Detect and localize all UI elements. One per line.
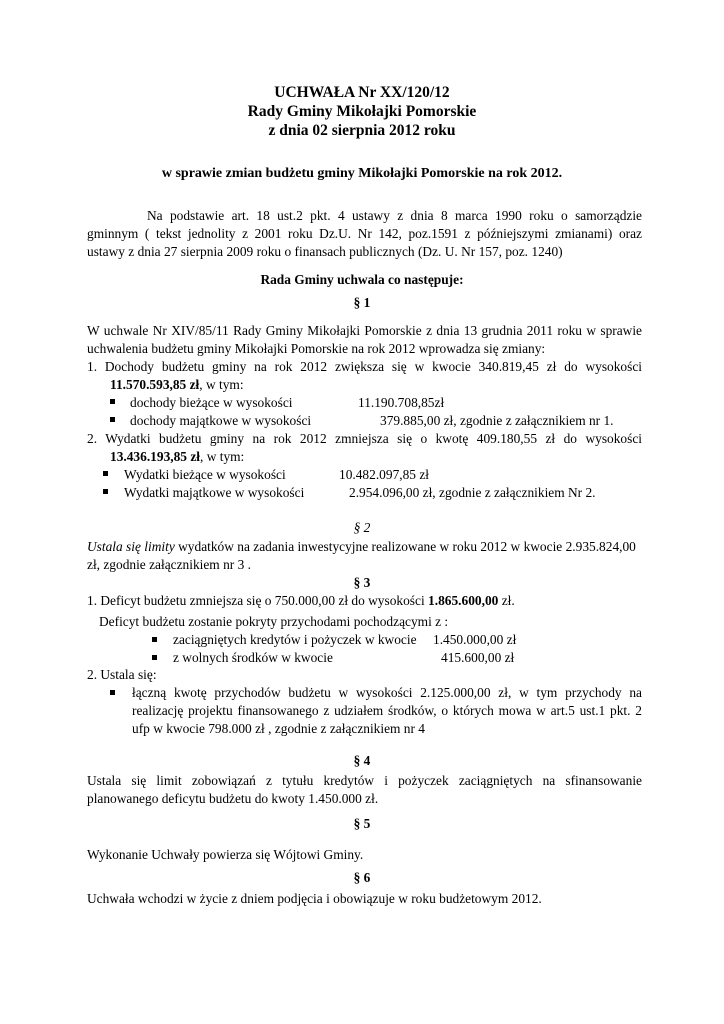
s2-italic: Ustala się limity xyxy=(87,539,175,554)
s1-item-2-bullet-1-label: Wydatki bieżące w wysokości xyxy=(124,467,286,482)
s5-text: Wykonanie Uchwały powierza się Wójtowi Gminy. xyxy=(87,847,364,862)
resolution-subject: w sprawie zmian budżetu gminy Mikołajki Pomorskie na rok 2012. xyxy=(161,166,563,181)
preamble-line-2: gminnym ( tekst jednolity z 2001 roku Dz.U. Nr 142, poz.1591 z późniejszymi zmianami) oraz xyxy=(87,226,642,241)
s3-bullet-3-line-2: realizację projektu finansowanego z udziałem środków, o których mowa w art.5 ust.1 pkt. 2 xyxy=(132,703,642,718)
s2-line-1 xyxy=(87,538,636,556)
s1-item-1-bullet-1-value: 11.190.708,85zł xyxy=(358,395,445,410)
s6-text: Uchwała wchodzi w życie z dniem podjęcia i obowiązuje w roku budżetowym 2012. xyxy=(87,891,542,906)
s1-item-2-bullet-2-label: Wydatki majątkowe w wysokości xyxy=(124,485,305,500)
s3-bullet-1-value: 1.450.000,00 zł xyxy=(433,632,517,647)
s1-item-1-bullet-2-value: 379.885,00 zł, zgodnie z załącznikiem nr 1. xyxy=(380,413,614,428)
section-1-heading: § 1 xyxy=(353,295,371,310)
council-resolves: Rada Gminy uchwala co następuje: xyxy=(260,272,464,287)
s3-point-1-prefix: 1. Deficyt budżetu zmniejsza się o 750.000,00 zł do wysokości xyxy=(87,593,429,608)
s3-point-1-suffix: zł. xyxy=(498,593,515,608)
s1-item-2-suffix: , w tym: xyxy=(200,449,245,464)
s1-item-2-amount: 13.436.193,85 zł xyxy=(110,449,201,464)
s3-bullet-2-label: z wolnych środków w kwocie xyxy=(173,650,333,665)
resolution-title: UCHWAŁA Nr XX/120/12 xyxy=(274,84,450,101)
bullet-icon xyxy=(103,471,108,476)
bullet-icon xyxy=(110,417,115,422)
s2-line-1-rest: wydatków na zadania inwestycyjne realizowane w roku 2012 w kwocie 2.935.824,00 xyxy=(174,539,636,554)
s3-point-1 xyxy=(87,592,515,610)
s3-bullet-1-label: zaciągniętych kredytów i pożyczek w kwocie xyxy=(173,632,417,647)
section-4-heading: § 4 xyxy=(353,753,371,768)
s4-line-2: planowanego deficytu budżetu do kwoty 1.450.000 zł. xyxy=(87,791,379,806)
council-name: Rady Gminy Mikołajki Pomorskie xyxy=(247,103,477,120)
s1-item-1-amount-line xyxy=(110,376,244,394)
s1-item-1-bullet-2-label: dochody majątkowe w wysokości xyxy=(130,413,312,428)
bullet-icon xyxy=(152,655,157,660)
s3-cover-text: Deficyt budżetu zostanie pokryty przychodami pochodzącymi z : xyxy=(99,614,449,629)
s1-intro-line-1: W uchwale Nr XIV/85/11 Rady Gminy Mikołajki Pomorskie z dnia 13 grudnia 2011 roku w sprawie xyxy=(87,323,642,338)
s3-bullet-3-line-1: łączną kwotę przychodów budżetu w wysokości 2.125.000,00 zł, w tym przychody na xyxy=(132,685,642,700)
resolution-date: z dnia 02 sierpnia 2012 roku xyxy=(268,122,456,139)
bullet-icon xyxy=(103,489,108,494)
s1-item-2: 2. Wydatki budżetu gminy na rok 2012 zmniejsza się o kwotę 409.180,55 zł do wysokości xyxy=(87,431,642,446)
bullet-icon xyxy=(152,637,157,642)
section-3-heading: § 3 xyxy=(353,575,371,590)
s3-bullet-2-value: 415.600,00 zł xyxy=(441,650,515,665)
s1-item-1-suffix: , w tym: xyxy=(199,377,244,392)
section-2-heading: § 2 xyxy=(353,520,371,535)
s3-point-1-amount: 1.865.600,00 xyxy=(428,593,499,608)
preamble-line-3: ustawy z dnia 27 sierpnia 2009 roku o finansach publicznych (Dz. U. Nr 157, poz. 1240) xyxy=(87,244,563,259)
preamble-line-1: Na podstawie art. 18 ust.2 pkt. 4 ustawy z dnia 8 marca 1990 roku o samorządzie xyxy=(147,208,642,223)
bullet-icon xyxy=(110,690,115,695)
section-6-heading: § 6 xyxy=(353,870,371,885)
s1-item-2-bullet-2-value: 2.954.096,00 zł, zgodnie z załącznikiem Nr 2. xyxy=(349,485,596,500)
s1-item-2-bullet-1-value: 10.482.097,85 zł xyxy=(339,467,430,482)
bullet-icon xyxy=(110,399,115,404)
s3-bullet-3-line-3: ufp w kwocie 798.000 zł , zgodnie z załącznikiem nr 4 xyxy=(132,721,426,736)
s1-intro-line-2: uchwalenia budżetu gminy Mikołajki Pomorskie na rok 2012 wprowadza się zmiany: xyxy=(87,341,546,356)
s2-line-2: zł, zgodnie załącznikiem nr 3 . xyxy=(87,557,251,572)
s1-item-1-amount: 11.570.593,85 zł xyxy=(110,377,200,392)
section-5-heading: § 5 xyxy=(353,816,371,831)
s1-item-1-bullet-1-label: dochody bieżące w wysokości xyxy=(130,395,293,410)
s1-item-1: 1. Dochody budżetu gminy na rok 2012 zwiększa się w kwocie 340.819,45 zł do wysokości xyxy=(87,359,642,374)
s1-item-2-amount-line xyxy=(110,448,244,466)
s3-point-2: 2. Ustala się: xyxy=(87,667,157,682)
s4-line-1: Ustala się limit zobowiązań z tytułu kredytów i pożyczek zaciągniętych na sfinansowanie xyxy=(87,773,642,788)
